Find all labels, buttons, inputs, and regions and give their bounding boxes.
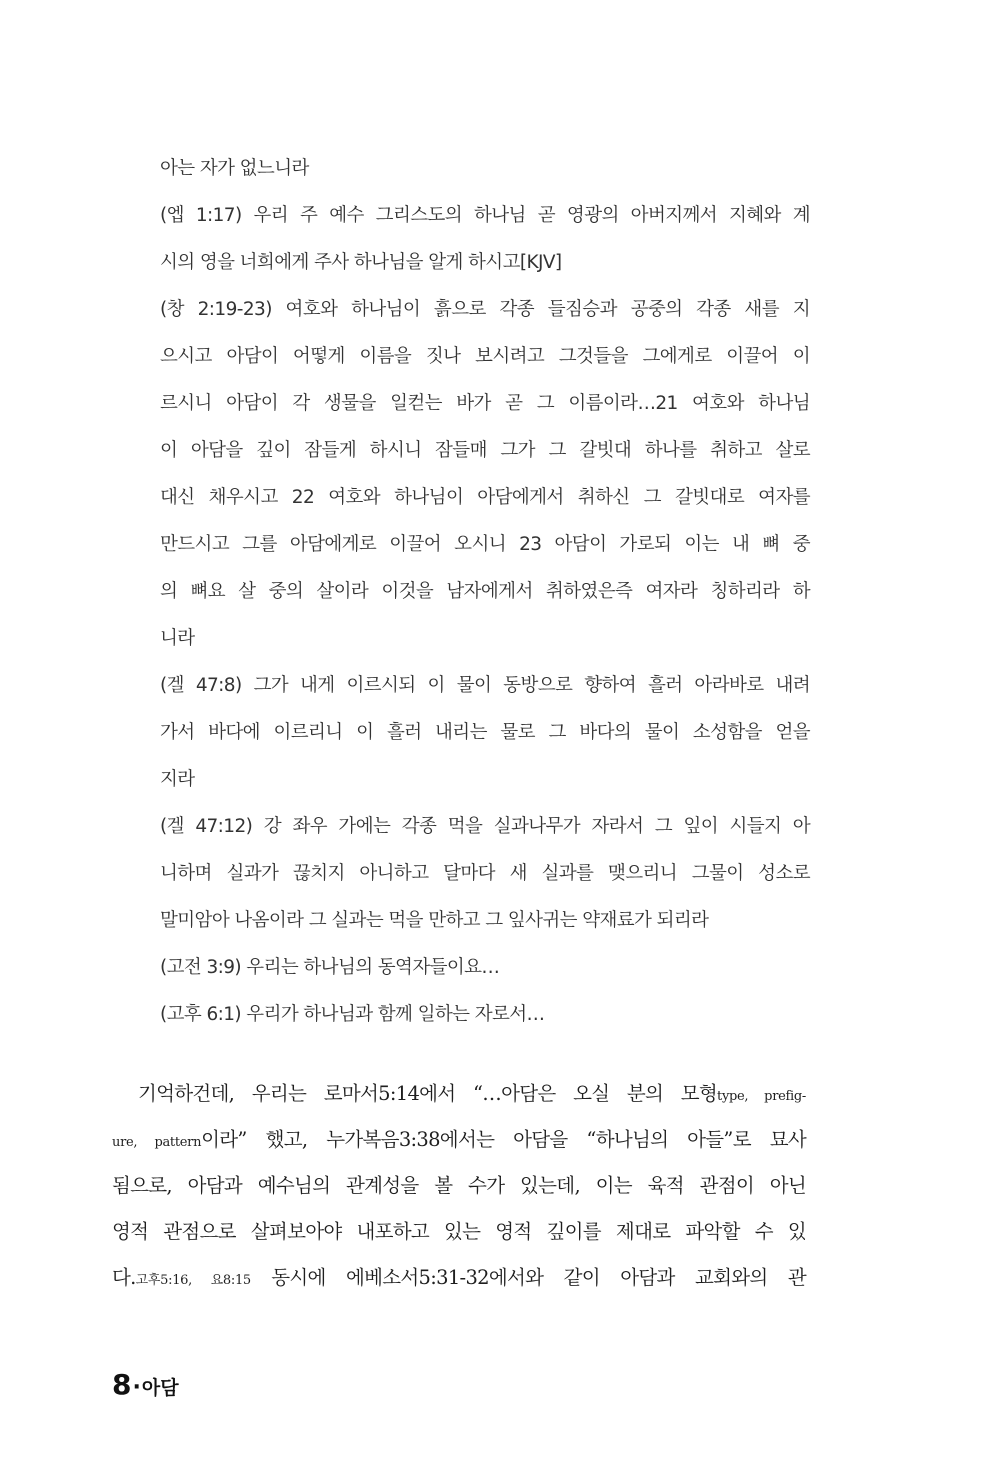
- quote-line: (엡 1:17) 우리 주 예수 그리스도의 하나님 곧 영광의 아버지께서 지혜와 계: [160, 205, 810, 226]
- quote-line: (고전 3:9) 우리는 하나님의 동역자들이요…: [160, 957, 500, 978]
- quote-line: 말미암아 나옴이라 그 실과는 먹을 만하고 그 잎사귀는 약재료가 되리라: [160, 910, 709, 931]
- inline-note: type, prefig-: [717, 1089, 806, 1104]
- body-text-segment: 기억하건데, 우리는 로마서5:14에서 “…아담은 오실 분의 모형: [138, 1082, 718, 1105]
- book-title: 아담: [141, 1377, 179, 1399]
- footer-separator: ·: [132, 1375, 141, 1400]
- page-number: 8: [112, 1368, 132, 1401]
- body-text-segment: 다.: [112, 1266, 136, 1289]
- quote-line: 으시고 아담이 어떻게 이름을 짓나 보시려고 그것들을 그에게로 이끌어 이: [160, 346, 810, 367]
- quote-line: 지라: [160, 769, 195, 790]
- body-line: 영적 관점으로 살펴보아야 내포하고 있는 영적 깊이를 제대로 파악할 수 있: [112, 1220, 806, 1243]
- quote-line: 대신 채우시고 22 여호와 하나님이 아담에게서 취하신 그 갈빗대로 여자를: [160, 487, 810, 508]
- quote-line: 의 뼈요 살 중의 살이라 이것을 남자에게서 취하였은즉 여자라 칭하리라 하: [160, 581, 810, 602]
- quote-line: 아는 자가 없느니라: [160, 158, 309, 179]
- quote-line: 니라: [160, 628, 195, 649]
- quote-line: (겔 47:8) 그가 내게 이르시되 이 물이 동방으로 향하여 흘러 아라바로 내려: [160, 675, 810, 696]
- quote-line: (고후 6:1) 우리가 하나님과 함께 일하는 자로서…: [160, 1004, 545, 1025]
- body-line: 됨으로, 아담과 예수님의 관계성을 볼 수가 있는데, 이는 육적 관점이 아닌: [112, 1174, 806, 1197]
- inline-note: 고후5:16, 요8:15: [135, 1273, 251, 1288]
- body-text-segment: 이라” 했고, 누가복음3:38에서는 아담을 “하나님의 아들”로 묘사: [201, 1128, 807, 1151]
- quote-line: 시의 영을 너희에게 주사 하나님을 알게 하시고[KJV]: [160, 252, 562, 273]
- body-paragraph: [112, 1076, 806, 1306]
- body-line: [112, 1076, 806, 1112]
- quote-line: 르시니 아담이 각 생물을 일컫는 바가 곧 그 이름이라…21 여호와 하나님: [160, 393, 810, 414]
- quote-line: 이 아담을 깊이 잠들게 하시니 잠들매 그가 그 갈빗대 하나를 취하고 살로: [160, 440, 810, 461]
- quote-line: (겔 47:12) 강 좌우 가에는 각종 먹을 실과나무가 자라서 그 잎이 시들지 아: [160, 816, 810, 837]
- body-line: [112, 1260, 806, 1296]
- quote-line: 만드시고 그를 아담에게로 이끌어 오시니 23 아담이 가로되 이는 내 뼈 중: [160, 534, 810, 555]
- scripture-quotes: [160, 150, 810, 1043]
- quote-line: 니하며 실과가 끊치지 아니하고 달마다 새 실과를 맺으리니 그물이 성소로: [160, 863, 810, 884]
- quote-line: (창 2:19-23) 여호와 하나님이 흙으로 각종 들짐승과 공중의 각종 새를 지: [160, 299, 810, 320]
- body-text-segment: 동시에 에베소서5:31-32에서와 같이 아담과 교회와의 관: [250, 1266, 806, 1289]
- quote-line: 가서 바다에 이르리니 이 흘러 내리는 물로 그 바다의 물이 소성함을 얻을: [160, 722, 810, 743]
- body-line: [112, 1122, 806, 1158]
- inline-note: ure, pattern: [112, 1135, 202, 1150]
- page-footer: [112, 1368, 179, 1401]
